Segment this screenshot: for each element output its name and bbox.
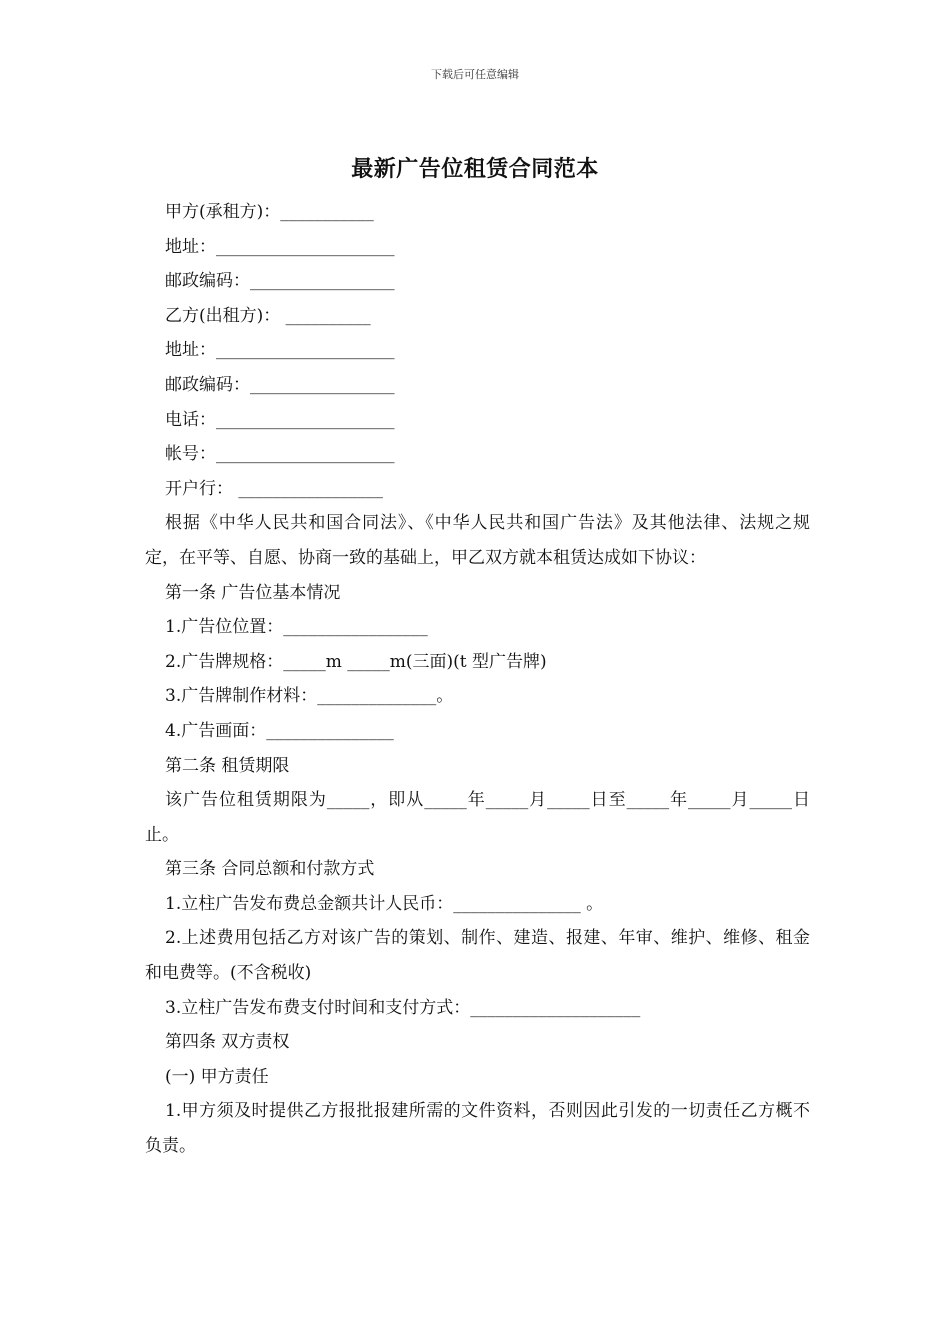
bank-line: 开户行： _________________ (165, 478, 383, 499)
document-title: 最新广告位租赁合同范本 (351, 156, 599, 182)
party-b-address-line: 地址：_____________________ (165, 340, 395, 361)
header-note: 下载后可任意编辑 (431, 68, 519, 81)
party-b-line: 乙方(出租方)： __________ (165, 305, 371, 326)
party-a-postcode-line: 邮政编码：_________________ (165, 271, 395, 292)
article-3-title: 第三条 合同总额和付款方式 (165, 859, 375, 880)
article-3-item-3: 3.立柱广告发布费支付时间和支付方式：____________________ (165, 997, 641, 1018)
party-a-address-line: 地址：_____________________ (165, 236, 395, 257)
article-1-item-4: 4.广告画面：_______________ (165, 720, 394, 741)
article-4-title: 第四条 双方责权 (165, 1032, 290, 1053)
article-1-item-3: 3.广告牌制作材料：______________。 (165, 686, 454, 707)
article-3-item-2: 2.上述费用包括乙方对该广告的策划、制作、建造、报建、年审、维护、维修、租金和电费等。(不含税收) (145, 928, 810, 984)
article-3-item-1: 1.立柱广告发布费总金额共计人民币：_______________ 。 (165, 893, 604, 914)
article-2-title: 第二条 租赁期限 (165, 755, 290, 776)
party-a-line: 甲方(承租方)：___________ (165, 202, 374, 222)
document-body (145, 195, 810, 1164)
article-1-item-1: 1.广告位位置：_________________ (165, 617, 428, 638)
article-1-title: 第一条 广告位基本情况 (165, 582, 341, 603)
article-2-text: 该广告位租赁期限为_____，即从_____年_____月_____日至_____年_____月_____日止。 (145, 790, 810, 845)
account-line: 帐号：_____________________ (165, 444, 395, 465)
phone-line: 电话：_____________________ (165, 409, 395, 430)
article-1-item-2: 2.广告牌规格：_____m _____m(三面)(t 型广告牌) (165, 651, 547, 672)
article-4-subsection-1: (一) 甲方责任 (165, 1066, 269, 1087)
party-b-postcode-line: 邮政编码：_________________ (165, 374, 395, 395)
preamble-paragraph: 根据《中华人民共和国合同法》、《中华人民共和国广告法》及其他法律、法规之规定，在平等、自愿、协商一致的基础上，甲乙双方就本租赁达成如下协议： (145, 513, 810, 568)
article-4-item-1: 1.甲方须及时提供乙方报批报建所需的文件资料，否则因此引发的一切责任乙方概不负责。 (145, 1101, 810, 1157)
